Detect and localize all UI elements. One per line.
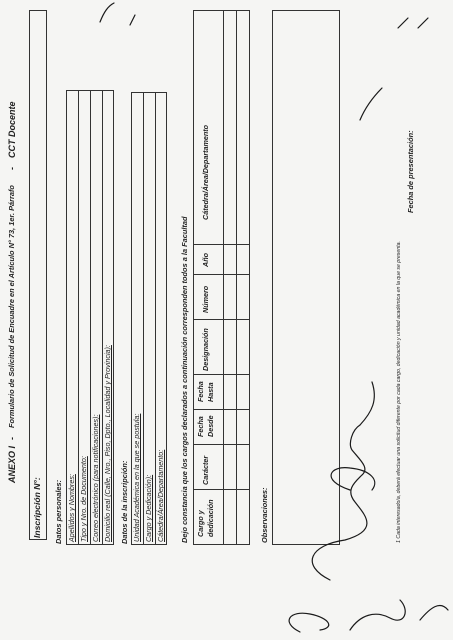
slash-mark-2 <box>418 18 428 28</box>
fecha-presentacion: Fecha de presentación: <box>406 130 415 213</box>
col-designacion: Designación <box>201 328 210 371</box>
datos-inscripcion-heading: Datos de la inscripción: <box>120 460 129 544</box>
header-separator: - <box>7 437 17 440</box>
corner-mark <box>360 88 382 120</box>
field-cargo-dedicacion[interactable]: Cargo y Dedicación): <box>144 474 153 542</box>
col-fecha-hasta-l1: Fecha <box>196 381 205 402</box>
annex-label: ANEXO I <box>7 445 17 483</box>
form-title: Formulario de Solicitud de Encuadre en el Artículo N° 73, 1er. Párrafo <box>7 185 16 428</box>
col-fecha-desde-l1: Fecha <box>196 416 205 437</box>
observaciones-label: Observaciones: <box>260 487 269 543</box>
bottom-signature-c <box>420 605 448 620</box>
col-anio: Año <box>201 253 210 267</box>
col-cargo-l1: Cargo y <box>196 510 205 537</box>
col-fecha-hasta-l2: Hasta <box>206 382 215 402</box>
col-caracter: Carácter <box>201 455 210 485</box>
bottom-signature-a <box>289 613 329 632</box>
signature-stroke-tail <box>360 382 374 425</box>
field-apellidos-nombres[interactable]: Apellidos y Nombres: <box>67 474 76 542</box>
col-numero: Número <box>201 285 210 313</box>
signature-stroke-loop <box>331 468 375 490</box>
cct-label: CCT Docente <box>7 101 17 158</box>
inscripcion-label: Inscripción N°: <box>32 477 42 538</box>
top-tick <box>100 3 114 22</box>
col-fecha-desde-l2: Desde <box>206 415 215 437</box>
col-catedra: Cátedra/Área/Departamento <box>201 124 210 220</box>
header-dash: - <box>7 167 17 170</box>
field-documento[interactable]: Tipo y Nro. de Documento: <box>79 456 88 542</box>
footnote: 1 Cada interesado/a, deberá efectuar una solicitud diferente por cada cargo, dedicación y unidad académica en la que se presenta. <box>396 241 402 543</box>
field-domicilio[interactable]: Domicilio real (Calle, Nro., Piso, Dpto., Localidad y Provincia): <box>103 345 112 542</box>
bottom-signature-b <box>350 600 405 630</box>
field-catedra[interactable]: Cátedra/Área/Departamento: <box>156 449 165 542</box>
field-correo[interactable]: Correo electrónico (para notificaciones): <box>91 414 100 542</box>
col-cargo-l2: dedicación <box>206 499 215 537</box>
cargos-intro: Dejo constancia que los cargos declarados a continuación corresponden todos a la Facultad <box>180 216 189 543</box>
datos-personales-heading: Datos personales: <box>54 479 63 544</box>
field-unidad-academica[interactable]: Unidad Académica en la que se postula: <box>132 413 141 542</box>
top-tick-2 <box>130 15 135 25</box>
signature-stroke-main <box>312 425 367 580</box>
slash-mark-1 <box>398 18 408 28</box>
